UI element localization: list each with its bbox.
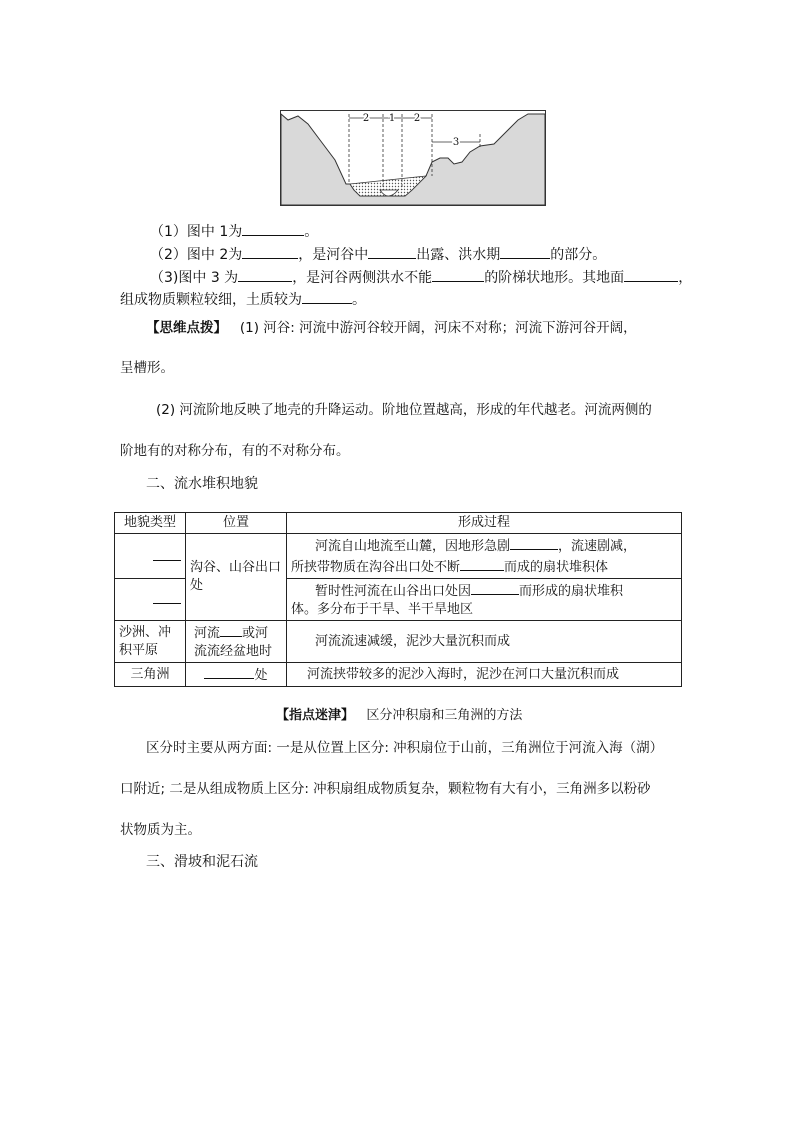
answer-blank[interactable] [302,289,352,304]
tip-line-2: 口附近; 二是从组成物质上区分: 冲积扇组成物质复杂，颗粒物有大有小，三角洲多以粉砂 [120,781,651,797]
answer-blank[interactable] [510,535,558,550]
process-cell: 暂时性河流在山谷出口处因 而形成的扇状堆积 体。多分布于干旱、半干旱地区 [287,579,682,621]
section-heading-2: 二、流水堆积地貌 [146,476,258,492]
river-valley-diagram [280,110,546,206]
thinking-p1: 【思维点拨】 (1) 河谷: 河流中游河谷较开阔，河床不对称；河流下游河谷开阔， [146,320,637,336]
tip-tag: 【指点迷津】 [276,708,355,723]
label-1: 1 [388,113,396,124]
process-cell: 河流挟带较多的泥沙入海时，泥沙在河口大量沉积而成 [287,663,682,687]
answer-blank[interactable] [432,267,484,282]
answer-blank[interactable] [242,244,298,259]
answer-blank[interactable] [153,589,181,604]
tip-line-3: 状物质为主。 [120,822,201,838]
process-cell: 河流流速减缓，泥沙大量沉积而成 [287,621,682,663]
type-cell [115,534,186,579]
question-1: （1）图中 1为 。 [150,221,318,242]
section-heading-3: 三、滑坡和泥石流 [146,854,258,870]
tip-heading: 【指点迷津】 区分冲积扇和三角洲的方法 [276,708,523,723]
location-cell: 处 [186,663,287,687]
table-header: 位置 [186,513,287,534]
process-cell: 河流自山地流至山麓，因地形急剧 ，流速剧减， 所挟带物质在沟谷出口处不断 而成的扇状堆积体 [287,534,682,579]
table-row [115,534,682,579]
tip-line-1: 区分时主要从两方面: 一是从位置上区分: 冲积扇位于山前，三角洲位于河流入海（湖） [146,740,664,756]
label-3: 3 [452,137,460,148]
answer-blank[interactable] [220,622,242,637]
table-header: 地貌类型 [115,513,186,534]
answer-blank[interactable] [242,221,304,236]
location-cell: 河流 或河 流流经盆地时 [186,621,287,663]
question-2: （2）图中 2为 ，是河谷中 出露、洪水期 的部分。 [150,244,606,265]
thinking-tag: 【思维点拨】 [146,320,227,336]
answer-blank[interactable] [238,267,292,282]
thinking-p2: (2) 河流阶地反映了地壳的升降运动。阶地位置越高，形成的年代越老。河流两侧的 [156,402,652,418]
answer-blank[interactable] [471,580,519,595]
question-3: （3)图中 3 为 ，是河谷两侧洪水不能 的阶梯状地形。其地面 ， [150,267,692,288]
answer-blank[interactable] [368,244,416,259]
table-row [115,621,682,663]
answer-blank[interactable] [624,267,678,282]
table-header: 形成过程 [287,513,682,534]
answer-blank[interactable] [153,546,181,561]
table-row [115,663,682,687]
answer-blank[interactable] [460,556,504,571]
type-cell: 沙洲、冲积平原 [115,621,186,663]
type-cell [115,579,186,621]
label-2-right: 2 [413,113,421,124]
question-3-cont: 组成物质颗粒较细，土质较为 。 [120,289,366,310]
deposition-landform-table [114,512,682,687]
location-cell: 沟谷、山谷出口处 [186,534,287,621]
answer-blank[interactable] [500,244,550,259]
answer-blank[interactable] [204,664,254,679]
label-2-left: 2 [362,113,370,124]
table-header-row [115,513,682,534]
thinking-p2-cont: 阶地有的对称分布，有的不对称分布。 [120,443,350,459]
type-cell: 三角洲 [115,663,186,687]
thinking-p1-cont: 呈槽形。 [120,360,174,376]
